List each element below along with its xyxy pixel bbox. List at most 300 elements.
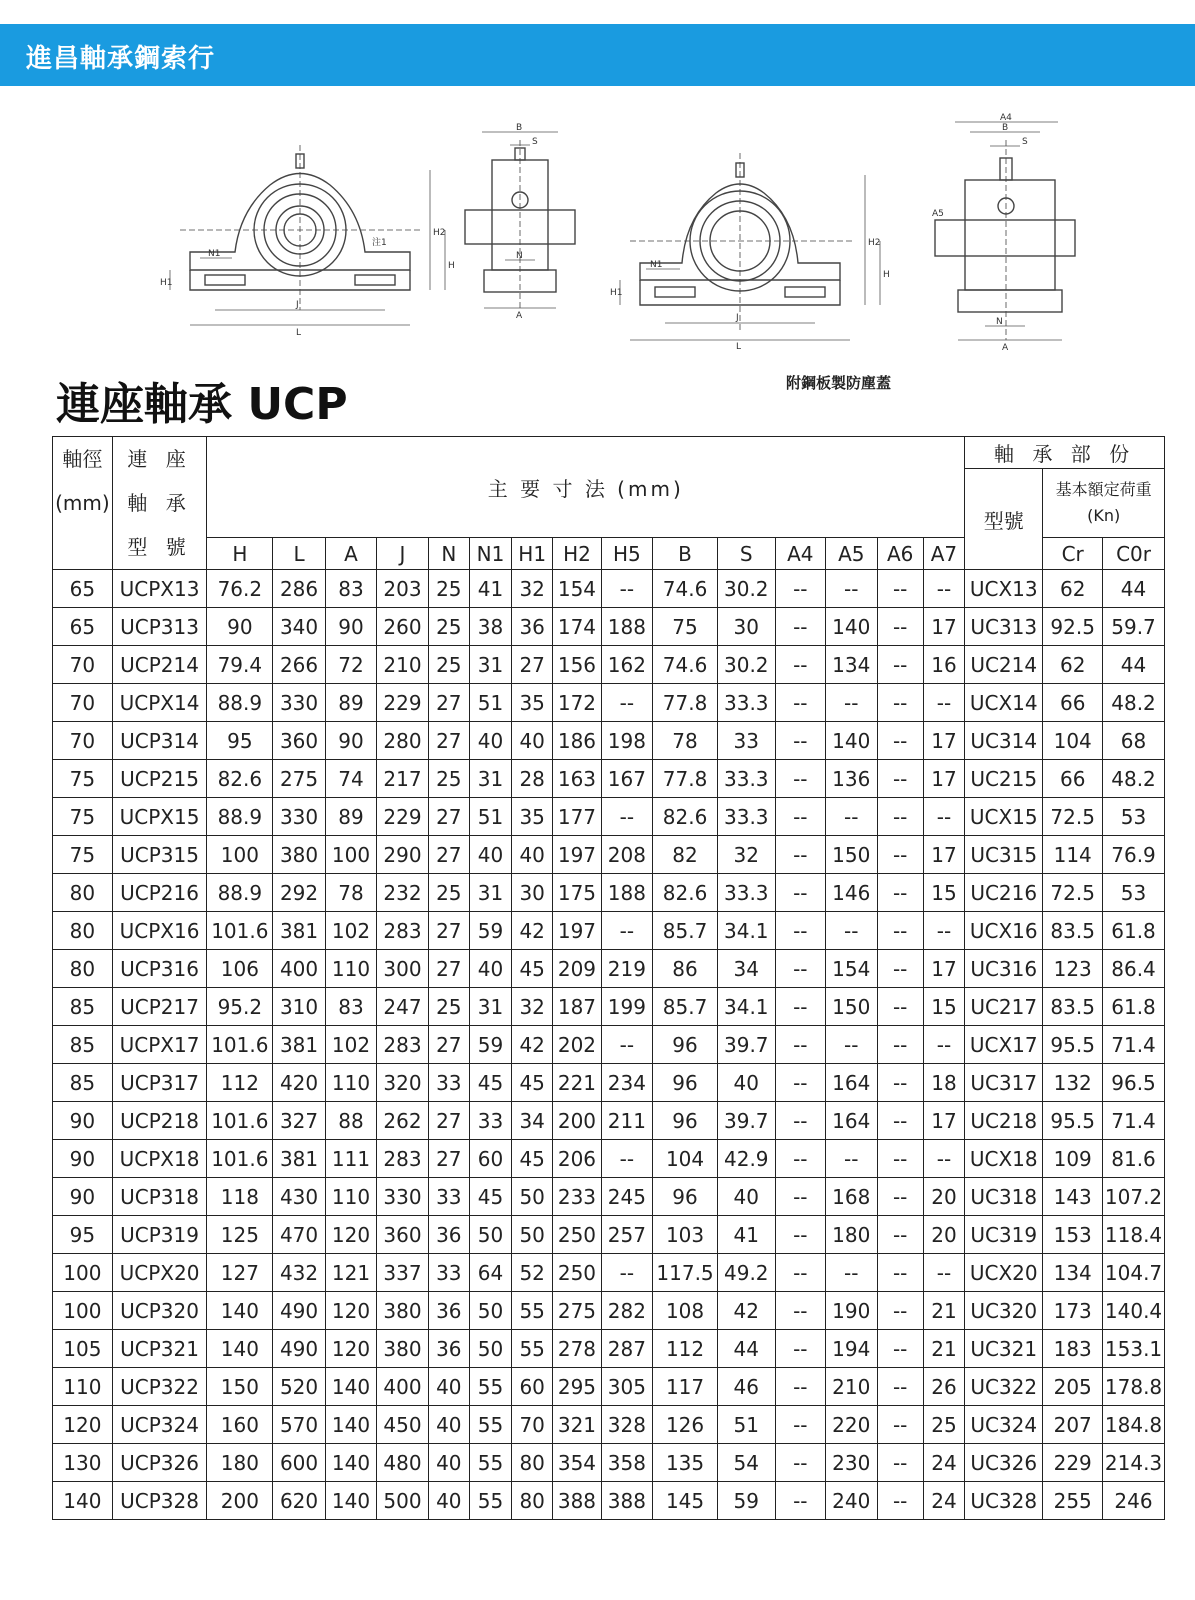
table-cell: -- [923,570,964,608]
table-cell: 246 [1103,1482,1165,1520]
table-cell: -- [775,1406,825,1444]
col-l: L [273,538,326,570]
table-cell: 150 [826,836,877,874]
table-cell: 200 [207,1482,273,1520]
table-row [53,1482,1165,1520]
table-row [53,1216,1165,1254]
table-cell: 44 [717,1330,775,1368]
table-row [53,646,1165,684]
table-cell: 31 [469,646,511,684]
shaft-unit: (mm) [55,491,110,515]
table-cell: 59 [469,912,511,950]
table-cell: -- [877,950,923,988]
table-cell: 208 [601,836,652,874]
label-n: N [516,251,523,261]
table-cell: -- [877,912,923,950]
table-cell: 490 [273,1292,326,1330]
table-cell: 197 [553,912,601,950]
label-a4: A4 [1000,113,1012,123]
table-cell: 194 [826,1330,877,1368]
table-cell: 89 [325,684,376,722]
table-cell: 290 [377,836,428,874]
table-cell: 286 [273,570,326,608]
table-cell: -- [775,1330,825,1368]
col-a: A [325,538,376,570]
table-cell: UC326 [965,1444,1043,1482]
table-row [53,760,1165,798]
table-cell: -- [601,798,652,836]
table-cell: 90 [53,1102,113,1140]
table-cell: 205 [1043,1368,1103,1406]
table-cell: 420 [273,1064,326,1102]
label-j-2: J [736,313,739,323]
table-cell: 51 [469,684,511,722]
table-cell: 77.8 [653,684,718,722]
table-cell: UCP324 [112,1406,207,1444]
col-n1: N1 [469,538,511,570]
table-cell: 39.7 [717,1102,775,1140]
table-body [53,570,1165,1520]
front-view-drawing [160,140,460,340]
table-cell: 381 [273,912,326,950]
table-cell: 21 [923,1292,964,1330]
table-cell: -- [601,912,652,950]
table-cell: -- [775,1026,825,1064]
label-n1: N1 [208,249,221,259]
table-cell: 117.5 [653,1254,718,1292]
table-cell: 27 [428,912,469,950]
table-cell: 100 [53,1254,113,1292]
label-n1-2: N1 [650,260,663,270]
table-cell: -- [775,570,825,608]
table-cell: 103 [653,1216,718,1254]
table-cell: 65 [53,570,113,608]
table-cell: 42.9 [717,1140,775,1178]
table-cell: 86.4 [1103,950,1165,988]
table-cell: UC218 [965,1102,1043,1140]
table-cell: 42 [717,1292,775,1330]
table-cell: 106 [207,950,273,988]
table-cell: 31 [469,760,511,798]
table-cell: UC216 [965,874,1043,912]
label-l: L [296,328,302,338]
col-h2: H2 [553,538,601,570]
table-cell: 140 [325,1444,376,1482]
table-cell: 85 [53,1064,113,1102]
table-cell: 140 [325,1368,376,1406]
col-h: H [207,538,273,570]
table-cell: 48.2 [1103,760,1165,798]
table-cell: 105 [53,1330,113,1368]
table-cell: 96 [653,1178,718,1216]
table-cell: 70 [53,646,113,684]
table-cell: 217 [377,760,428,798]
table-cell: UCX16 [965,912,1043,950]
table-cell: 140 [325,1406,376,1444]
col-j: J [377,538,428,570]
table-cell: -- [877,1482,923,1520]
table-cell: 75 [53,760,113,798]
label-b-2: B [1002,123,1009,133]
table-cell: 61.8 [1103,912,1165,950]
table-cell: -- [877,684,923,722]
table-cell: 51 [469,798,511,836]
table-cell: -- [775,836,825,874]
table-cell: -- [877,1444,923,1482]
table-cell: 72.5 [1043,874,1103,912]
table-cell: 381 [273,1026,326,1064]
table-cell: 101.6 [207,1026,273,1064]
table-cell: 95 [53,1216,113,1254]
table-row [53,1330,1165,1368]
table-cell: 130 [53,1444,113,1482]
table-cell: 95.5 [1043,1102,1103,1140]
table-cell: 88.9 [207,798,273,836]
table-cell: 64 [469,1254,511,1292]
table-cell: 200 [553,1102,601,1140]
table-cell: 163 [553,760,601,798]
table-cell: 145 [653,1482,718,1520]
col-cr: Cr [1043,538,1103,570]
table-cell: 104 [1043,722,1103,760]
table-cell: 83.5 [1043,912,1103,950]
table-cell: 85 [53,988,113,1026]
table-cell: 174 [553,608,601,646]
table-cell: -- [923,1026,964,1064]
table-cell: 55 [469,1368,511,1406]
table-cell: 380 [377,1330,428,1368]
table-cell: 40 [428,1406,469,1444]
col-h5: H5 [601,538,652,570]
table-cell: 31 [469,988,511,1026]
table-cell: 300 [377,950,428,988]
table-cell: 198 [601,722,652,760]
table-row [53,1444,1165,1482]
table-cell: 27 [428,1102,469,1140]
table-cell: 230 [826,1444,877,1482]
table-cell: -- [877,836,923,874]
table-cell: 104.7 [1103,1254,1165,1292]
load-unit: (Kn) [1087,506,1121,525]
table-cell: 118 [207,1178,273,1216]
table-cell: UCX18 [965,1140,1043,1178]
table-cell: 36 [512,608,553,646]
table-cell: -- [775,874,825,912]
table-cell: 55 [512,1292,553,1330]
label-b: B [516,123,523,133]
table-cell: 66 [1043,684,1103,722]
table-cell: -- [877,1406,923,1444]
table-cell: 41 [469,570,511,608]
table-cell: 30.2 [717,646,775,684]
table-cell: -- [877,1102,923,1140]
table-cell: 35 [512,798,553,836]
table-cell: 450 [377,1406,428,1444]
table-cell: 86 [653,950,718,988]
table-cell: 388 [601,1482,652,1520]
table-cell: 44 [1103,570,1165,608]
table-cell: 34.1 [717,912,775,950]
table-cell: 45 [469,1178,511,1216]
table-cell: 60 [469,1140,511,1178]
table-cell: 59.7 [1103,608,1165,646]
table-cell: 177 [553,798,601,836]
table-cell: 330 [273,684,326,722]
table-cell: 240 [826,1482,877,1520]
table-cell: 287 [601,1330,652,1368]
table-cell: 153.1 [1103,1330,1165,1368]
table-cell: 470 [273,1216,326,1254]
table-cell: 90 [207,608,273,646]
table-cell: -- [826,1026,877,1064]
table-cell: 112 [653,1330,718,1368]
table-cell: UC316 [965,950,1043,988]
table-cell: 156 [553,646,601,684]
table-cell: 140 [207,1330,273,1368]
table-cell: -- [775,1368,825,1406]
table-cell: -- [923,1254,964,1292]
table-cell: -- [826,1140,877,1178]
table-cell: 197 [553,836,601,874]
label-h1-2: H1 [610,288,623,298]
table-cell: 15 [923,988,964,1026]
table-cell: UCP320 [112,1292,207,1330]
front-view-cover-drawing [610,145,900,350]
table-cell: 257 [601,1216,652,1254]
table-cell: 260 [377,608,428,646]
table-cell: UCX15 [965,798,1043,836]
table-cell: UCX13 [965,570,1043,608]
table-cell: 278 [553,1330,601,1368]
table-cell: 70 [53,722,113,760]
table-cell: 143 [1043,1178,1103,1216]
table-cell: 234 [601,1064,652,1102]
table-cell: 62 [1043,646,1103,684]
col-n: N [428,538,469,570]
table-cell: 104 [653,1140,718,1178]
table-cell: 27 [428,950,469,988]
table-cell: 283 [377,1140,428,1178]
table-cell: 172 [553,684,601,722]
table-cell: 82 [653,836,718,874]
table-cell: 430 [273,1178,326,1216]
table-cell: 127 [207,1254,273,1292]
table-cell: 68 [1103,722,1165,760]
table-cell: 40 [428,1368,469,1406]
table-cell: 52 [512,1254,553,1292]
table-cell: 32 [512,988,553,1026]
col-bearing-model: 型號 [965,469,1043,570]
table-cell: -- [923,684,964,722]
table-row [53,988,1165,1026]
table-cell: 154 [553,570,601,608]
table-cell: 75 [653,608,718,646]
table-cell: UCP216 [112,874,207,912]
table-cell: 83.5 [1043,988,1103,1026]
housing-label-1: 連 座 [127,447,192,471]
table-cell: UCP313 [112,608,207,646]
shaft-label: 軸徑 [62,447,103,471]
table-cell: 40 [469,836,511,874]
table-cell: 175 [553,874,601,912]
table-cell: 40 [512,836,553,874]
table-cell: UCP218 [112,1102,207,1140]
table-cell: 55 [469,1482,511,1520]
table-cell: UC319 [965,1216,1043,1254]
table-cell: 80 [512,1444,553,1482]
table-cell: 96 [653,1064,718,1102]
table-cell: 35 [512,684,553,722]
table-cell: 358 [601,1444,652,1482]
table-cell: -- [923,798,964,836]
table-cell: 31 [469,874,511,912]
table-cell: 184.8 [1103,1406,1165,1444]
table-cell: 101.6 [207,1102,273,1140]
table-cell: 360 [273,722,326,760]
table-cell: 27 [428,798,469,836]
table-cell: -- [601,1140,652,1178]
col-a7: A7 [923,538,964,570]
table-cell: 210 [377,646,428,684]
table-cell: 160 [207,1406,273,1444]
table-cell: 24 [923,1482,964,1520]
table-cell: 71.4 [1103,1026,1165,1064]
table-cell: 25 [428,874,469,912]
table-cell: 26 [923,1368,964,1406]
table-cell: 118.4 [1103,1216,1165,1254]
table-cell: 305 [601,1368,652,1406]
label-h: H [448,261,455,271]
table-row [53,570,1165,608]
header-banner [0,24,1195,86]
table-cell: 46 [717,1368,775,1406]
table-cell: UCPX18 [112,1140,207,1178]
table-cell: 88.9 [207,684,273,722]
table-cell: 17 [923,950,964,988]
table-cell: 134 [1043,1254,1103,1292]
table-cell: 33 [717,722,775,760]
table-cell: 45 [512,1140,553,1178]
table-cell: UCPX20 [112,1254,207,1292]
table-cell: 283 [377,912,428,950]
table-cell: 134 [826,646,877,684]
table-cell: 125 [207,1216,273,1254]
table-cell: 82.6 [207,760,273,798]
table-cell: -- [877,1368,923,1406]
table-cell: 117 [653,1368,718,1406]
table-cell: 120 [53,1406,113,1444]
table-cell: -- [775,646,825,684]
table-cell: 50 [469,1292,511,1330]
table-cell: 82.6 [653,874,718,912]
table-cell: 381 [273,1140,326,1178]
table-cell: 190 [826,1292,877,1330]
label-a: A [516,311,523,320]
table-cell: 50 [512,1178,553,1216]
table-cell: -- [775,722,825,760]
table-cell: 66 [1043,760,1103,798]
col-a4: A4 [775,538,825,570]
table-cell: -- [877,1292,923,1330]
table-cell: 90 [53,1178,113,1216]
load-label: 基本額定荷重 [1055,480,1152,499]
table-cell: 153 [1043,1216,1103,1254]
table-cell: UC217 [965,988,1043,1026]
table-cell: -- [877,1254,923,1292]
table-cell: -- [775,798,825,836]
table-cell: 320 [377,1064,428,1102]
table-cell: 211 [601,1102,652,1140]
table-cell: 180 [207,1444,273,1482]
table-cell: UCP214 [112,646,207,684]
table-cell: -- [877,570,923,608]
table-cell: UCPX15 [112,798,207,836]
table-cell: 50 [512,1216,553,1254]
table-cell: 30.2 [717,570,775,608]
table-cell: 49.2 [717,1254,775,1292]
table-cell: 199 [601,988,652,1026]
table-cell: 34 [717,950,775,988]
table-cell: 33.3 [717,684,775,722]
table-cell: UCP315 [112,836,207,874]
table-cell: 33.3 [717,760,775,798]
table-cell: UCX14 [965,684,1043,722]
table-cell: 62 [1043,570,1103,608]
table-cell: 85.7 [653,988,718,1026]
table-cell: 102 [325,1026,376,1064]
table-cell: 85 [53,1026,113,1064]
table-cell: UCP321 [112,1330,207,1368]
table-cell: 15 [923,874,964,912]
table-cell: 92.5 [1043,608,1103,646]
table-cell: 101.6 [207,912,273,950]
table-cell: 25 [428,570,469,608]
table-cell: -- [601,570,652,608]
table-cell: UCP217 [112,988,207,1026]
side-view-drawing [460,120,580,320]
table-cell: UCP317 [112,1064,207,1102]
table-cell: 108 [653,1292,718,1330]
table-cell: -- [775,608,825,646]
table-cell: 55 [469,1406,511,1444]
table-cell: 72 [325,646,376,684]
table-cell: 380 [273,836,326,874]
table-cell: 90 [325,608,376,646]
table-cell: 110 [325,1178,376,1216]
table-cell: 360 [377,1216,428,1254]
col-shaft-header [53,437,113,570]
table-cell: -- [877,1178,923,1216]
table-row [53,874,1165,912]
table-cell: 330 [377,1178,428,1216]
table-row [53,1368,1165,1406]
table-cell: 83 [325,570,376,608]
table-cell: 55 [512,1330,553,1368]
table-cell: 28 [512,760,553,798]
table-cell: UC321 [965,1330,1043,1368]
table-cell: 126 [653,1406,718,1444]
table-cell: 61.8 [1103,988,1165,1026]
table-cell: 40 [717,1064,775,1102]
table-cell: -- [775,684,825,722]
table-cell: 50 [469,1330,511,1368]
table-cell: 295 [553,1368,601,1406]
table-cell: UCX20 [965,1254,1043,1292]
company-name: 進昌軸承鋼索行 [26,44,216,74]
table-cell: UC313 [965,608,1043,646]
housing-label-2: 軸 承 [127,491,192,515]
table-cell: -- [775,1444,825,1482]
